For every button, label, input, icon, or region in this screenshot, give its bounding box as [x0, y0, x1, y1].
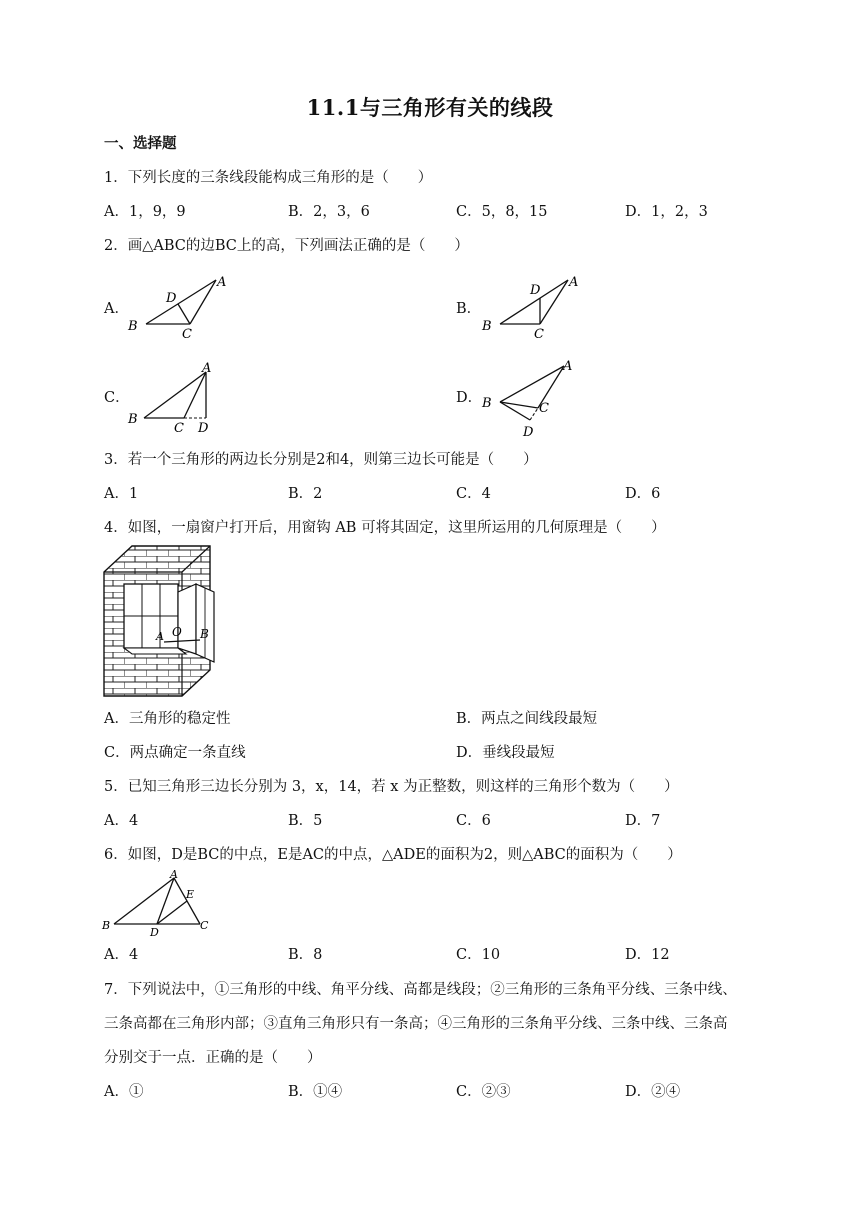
q6-label-e: E [186, 888, 195, 901]
q2d-label-c: C [539, 401, 549, 416]
q2d-label-a: A [563, 359, 573, 374]
q2c-label-d: D [198, 421, 209, 436]
q4-option-a[interactable]: A．三角形的稳定性 [104, 711, 231, 727]
q4-label-o: O [172, 625, 182, 639]
q2b-label-d: D [530, 283, 541, 298]
q2b-label-c: C [534, 327, 544, 342]
q2c-label-c: C [174, 421, 184, 436]
q2c-label-b: B [128, 412, 138, 427]
q2a-label-a: A [217, 275, 227, 290]
q4-option-c[interactable]: C．两点确定一条直线 [104, 745, 246, 761]
q6-option-c[interactable]: C．10 [456, 947, 501, 963]
question-1-text: 1．下列长度的三条线段能构成三角形的是（ ） [104, 170, 433, 186]
q1-option-b[interactable]: B．2，3，6 [288, 204, 370, 220]
q7-option-b[interactable]: B．①④ [288, 1084, 343, 1100]
question-7-line-3: 分别交于一点．正确的是（ ） [104, 1050, 322, 1066]
q2a-label-c: C [182, 327, 192, 342]
q2a-label-d: D [166, 291, 177, 306]
q2a-label-b: B [128, 319, 138, 334]
question-5-text: 5．已知三角形三边长分别为 3，x，14，若 x 为正整数，则这样的三角形个数为（ ） [104, 779, 679, 795]
q4-label-a: A [156, 630, 164, 643]
q3-option-a[interactable]: A．1 [104, 486, 139, 502]
question-6-text: 6．如图，D是BC的中点，E是AC的中点，△ADE的面积为2，则△ABC的面积为（ ） [104, 847, 682, 863]
q2-option-d-label[interactable]: D． [456, 390, 483, 406]
q2b-label-b: B [482, 319, 492, 334]
q4-option-d[interactable]: D．垂线段最短 [456, 745, 555, 761]
q4-label-b: B [200, 627, 209, 641]
question-7-line-2: 三条高都在三角形内部；③直角三角形只有一条高；④三角形的三条角平分线、三条中线、三条高 [104, 1016, 728, 1032]
q2-figure-b[interactable] [478, 272, 588, 346]
q7-option-a[interactable]: A．① [104, 1084, 144, 1100]
q6-label-b: B [102, 919, 111, 932]
question-3-text: 3．若一个三角形的两边长分别是2和4，则第三边长可能是（ ） [104, 452, 538, 468]
q2c-label-a: A [202, 361, 212, 376]
q6-option-d[interactable]: D．12 [625, 947, 670, 963]
q5-option-d[interactable]: D．7 [625, 813, 661, 829]
q5-option-b[interactable]: B．5 [288, 813, 323, 829]
question-7-line-1: 7．下列说法中，①三角形的中线、角平分线、高都是线段；②三角形的三条角平分线、三条中线、 [104, 982, 737, 998]
q2-figure-c[interactable] [124, 360, 234, 440]
q5-option-c[interactable]: C．6 [456, 813, 491, 829]
q1-option-a[interactable]: A．1，9，9 [104, 204, 186, 220]
q2b-label-a: A [569, 275, 579, 290]
q6-triangle-figure [100, 868, 216, 942]
q2-figure-a[interactable] [124, 272, 234, 346]
q6-option-a[interactable]: A．4 [104, 947, 139, 963]
q2-option-a-label[interactable]: A． [104, 301, 129, 317]
q2-figure-d[interactable] [478, 356, 588, 444]
q6-label-d: D [150, 926, 159, 938]
q6-label-a: A [170, 868, 178, 881]
question-4-text: 4．如图，一扇窗户打开后，用窗钩 AB 可将其固定，这里所运用的几何原理是（ ） [104, 520, 666, 536]
q6-label-c: C [200, 919, 209, 932]
q1-option-c[interactable]: C．5，8，15 [456, 204, 548, 220]
q3-option-d[interactable]: D．6 [625, 486, 661, 502]
q6-option-b[interactable]: B．8 [288, 947, 323, 963]
q1-option-d[interactable]: D．1，2，3 [625, 204, 708, 220]
q2d-label-b: B [482, 396, 492, 411]
page-title: 11.1与三角形有关的线段 [306, 95, 554, 120]
q3-option-c[interactable]: C．4 [456, 486, 491, 502]
q2-option-b-label[interactable]: B． [456, 301, 482, 317]
q4-option-b[interactable]: B．两点之间线段最短 [456, 711, 598, 727]
q3-option-b[interactable]: B．2 [288, 486, 323, 502]
q7-option-c[interactable]: C．②③ [456, 1084, 511, 1100]
q7-option-d[interactable]: D．②④ [625, 1084, 681, 1100]
section-heading: 一、选择题 [104, 135, 177, 152]
q2d-label-d: D [523, 425, 534, 440]
q4-window-figure [102, 544, 220, 704]
question-2-text: 2．画△ABC的边BC上的高，下列画法正确的是（ ） [104, 238, 469, 254]
q2-option-c-label[interactable]: C． [104, 390, 130, 406]
q5-option-a[interactable]: A．4 [104, 813, 139, 829]
